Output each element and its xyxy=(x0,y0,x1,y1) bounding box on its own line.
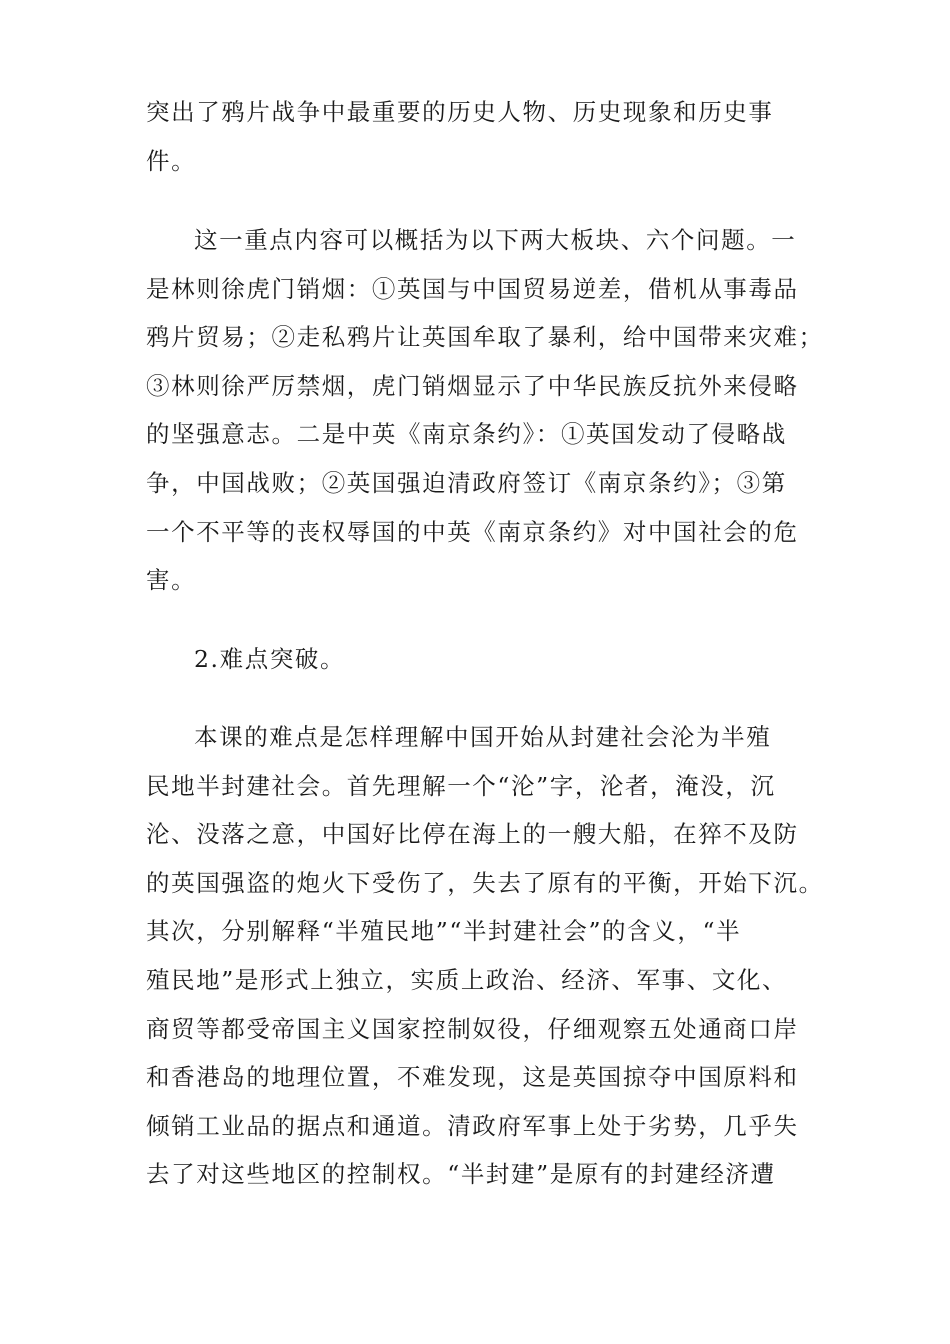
text-line: 和香港岛的地理位置，不难发现，这是英国掠夺中国原料和 xyxy=(146,1063,799,1092)
text-line: 民地半封建社会。首先理解一个“沦”字，沦者，淹没，沉 xyxy=(146,771,776,800)
text-line: 殖民地”是形式上独立，实质上政治、经济、军事、文化、 xyxy=(146,965,788,994)
text-line: 害。 xyxy=(146,566,197,595)
text-line: 2.难点突破。 xyxy=(194,645,346,673)
text-line: 倾销工业品的据点和通道。清政府军事上处于劣势，几乎失 xyxy=(146,1111,799,1140)
section-heading xyxy=(146,635,806,684)
paragraph-key-points xyxy=(146,216,824,605)
text-line: 是林则徐虎门销烟：①英国与中国贸易逆差，借机从事毒品 xyxy=(146,274,799,303)
text-line: 争，中国战败；②英国强迫清政府签订《南京条约》；③第 xyxy=(146,468,787,497)
text-line: 其次，分别解释“半殖民地”“半封建社会”的含义，“半 xyxy=(146,917,742,946)
paragraph-difficulty xyxy=(146,713,824,1199)
text-line: 件。 xyxy=(146,146,197,175)
text-line: 的坚强意志。二是中英《南京条约》：①英国发动了侵略战 xyxy=(146,420,787,449)
text-line: 这一重点内容可以概括为以下两大板块、六个问题。一 xyxy=(194,226,797,254)
paragraph-continuation xyxy=(146,88,806,185)
text-line: ③林则徐严厉禁烟，虎门销烟显示了中华民族反抗外来侵略 xyxy=(146,371,799,400)
text-line: 的英国强盗的炮火下受伤了，失去了原有的平衡，开始下沉。 xyxy=(146,868,824,897)
text-line: 商贸等都受帝国主义国家控制奴役，仔细观察五处通商口岸 xyxy=(146,1014,799,1043)
text-line: 去了对这些地区的控制权。“半封建”是原有的封建经济遭 xyxy=(146,1160,776,1189)
text-line: 沦、没落之意，中国好比停在海上的一艘大船，在猝不及防 xyxy=(146,820,799,849)
text-line: 本课的难点是怎样理解中国开始从封建社会沦为半殖 xyxy=(194,723,772,751)
text-line: 突出了鸦片战争中最重要的历史人物、历史现象和历史事 xyxy=(146,98,774,126)
text-line: 一个不平等的丧权辱国的中英《南京条约》对中国社会的危 xyxy=(146,517,799,546)
text-line: 鸦片贸易；②走私鸦片让英国牟取了暴利，给中国带来灾难； xyxy=(146,323,824,352)
